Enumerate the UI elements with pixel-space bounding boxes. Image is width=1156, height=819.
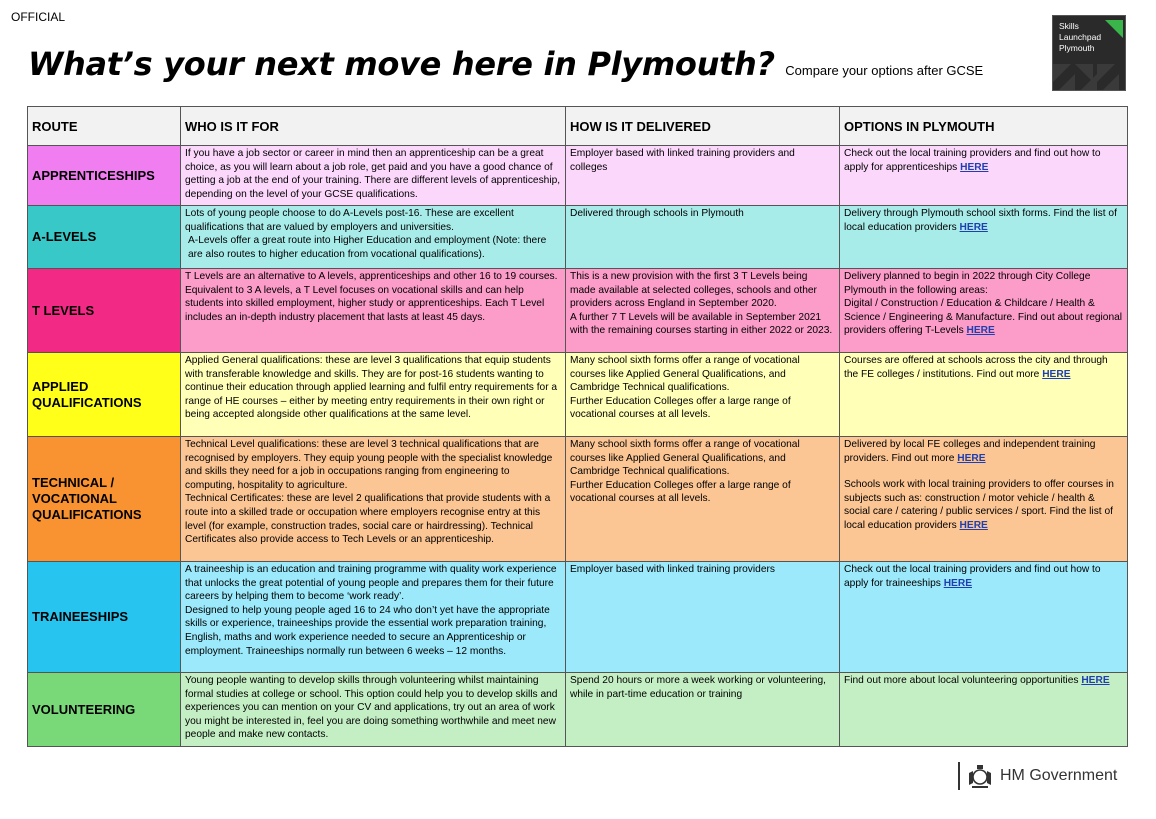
- who-text: A traineeship is an education and training programme with quality work experience that unlocks the great potential of young people and prepares them for their future careers by helping them to become ‘work ready’.: [185, 564, 557, 603]
- who-text: Lots of young people choose to do A-Levels post-16. These are excellent qualifications that are valued by employers and universities.: [185, 208, 514, 233]
- a-levels-here-link[interactable]: HERE: [959, 221, 988, 233]
- options-cell: [840, 562, 1128, 673]
- how-cell: Delivered through schools in Plymouth: [566, 206, 840, 269]
- options-text: Digital / Construction / Education & Childcare / Health & Science / Engineering & Manufacture. Find out about regional providers offering T-Levels: [844, 298, 1123, 337]
- route-cell: TECHNICAL / VOCATIONAL QUALIFICATIONS: [28, 437, 181, 562]
- how-text: Many school sixth forms offer a range of vocational courses like Applied General Qualifications, and Cambridge Technical qualifications.: [570, 355, 800, 394]
- skills-launchpad-logo: [1052, 15, 1126, 91]
- options-text: Check out the local training providers and find out how to apply for traineeships: [844, 564, 1101, 589]
- hm-government-text: HM Government: [1000, 767, 1118, 784]
- how-cell: Spend 20 hours or more a week working or volunteering, while in part-time education or training: [566, 673, 840, 747]
- who-cell: [181, 437, 566, 562]
- fe-colleges-here-link[interactable]: HERE: [957, 452, 986, 464]
- options-cell: [840, 146, 1128, 206]
- hm-government-logo: [958, 762, 1117, 790]
- row-apprenticeships: [28, 146, 1128, 206]
- options-cell: [840, 437, 1128, 562]
- who-text: A-Levels offer a great route into Higher Education and employment (Note: there are also routes to higher education from vocational qualifications).: [188, 235, 547, 260]
- route-cell: VOLUNTEERING: [28, 673, 181, 747]
- logo-text: [1059, 21, 1101, 54]
- row-a-levels: [28, 206, 1128, 269]
- apprenticeships-here-link[interactable]: HERE: [960, 161, 989, 173]
- row-traineeships: [28, 562, 1128, 673]
- column-header-options: OPTIONS IN PLYMOUTH: [840, 107, 1128, 146]
- options-text: Find out more about local volunteering opportunities: [844, 675, 1079, 686]
- security-marking: OFFICIAL: [11, 10, 66, 24]
- options-table: [27, 106, 1128, 747]
- t-levels-here-link[interactable]: HERE: [966, 325, 995, 337]
- column-header-how: HOW IS IT DELIVERED: [566, 107, 840, 146]
- how-text: Further Education Colleges offer a large range of vocational courses at all levels.: [570, 395, 791, 421]
- title-subtitle: Compare your options after GCSE: [785, 63, 984, 78]
- column-header-who: WHO IS IT FOR: [181, 107, 566, 146]
- route-cell: T LEVELS: [28, 269, 181, 353]
- route-cell: APPRENTICESHIPS: [28, 146, 181, 206]
- options-cell: [840, 673, 1128, 747]
- who-text: Technical Certificates: these are level 2 qualifications that provide students with a route into a skilled trade or occupation where employers recognise entry at this level (for example, construction trades, social care or hairdressing). Technical Certificates also provide access to Tech Levels or an apprenticeship.: [185, 493, 551, 546]
- options-text: Courses are offered at schools across the city and through the FE colleges / institutions. Find out more: [844, 355, 1108, 380]
- how-cell: [566, 353, 840, 437]
- options-text: Delivered by local FE colleges and independent training providers. Find out more: [844, 439, 1096, 464]
- how-text: This is a new provision with the first 3 T Levels being made available at selected colleges, schools and other providers across England in September 2020.: [570, 271, 817, 310]
- row-technical-vocational: [28, 437, 1128, 562]
- options-text: Delivery planned to begin in 2022 through City College Plymouth in the following areas:: [844, 271, 1091, 296]
- education-providers-here-link[interactable]: HERE: [959, 519, 988, 531]
- page-title: [28, 45, 983, 83]
- applied-here-link[interactable]: HERE: [1042, 368, 1071, 380]
- row-applied-qualifications: [28, 353, 1128, 437]
- how-text: Many school sixth forms offer a range of vocational courses like Applied General Qualifications, and Cambridge Technical qualifications.: [570, 439, 800, 478]
- how-cell: Employer based with linked training providers and colleges: [566, 146, 840, 206]
- logo-line: Plymouth: [1059, 43, 1095, 53]
- how-cell: [566, 437, 840, 562]
- logo-line: Skills: [1059, 21, 1079, 31]
- how-text: A further 7 T Levels will be available in September 2021 with the remaining courses starting in either 2022 or 2023.: [570, 311, 833, 337]
- royal-crest-icon: [966, 763, 994, 789]
- who-cell: T Levels are an alternative to A levels, apprenticeships and other 16 to 19 courses. Equivalent to 3 A levels, a T Level focuses on vocational skills and can help students into skilled employment, higher study or apprenticeships. Each T Level includes an in-depth industry placement that lasts at least 45 days.: [181, 269, 566, 353]
- route-cell: TRAINEESHIPS: [28, 562, 181, 673]
- options-cell: [840, 353, 1128, 437]
- row-volunteering: [28, 673, 1128, 747]
- traineeships-here-link[interactable]: HERE: [943, 577, 972, 589]
- title-main: What’s your next move here in Plymouth?: [28, 45, 775, 83]
- options-text: Check out the local training providers and find out how to apply for apprenticeships: [844, 148, 1101, 173]
- how-text: Further Education Colleges offer a large range of vocational courses at all levels.: [570, 479, 791, 505]
- column-header-route: ROUTE: [28, 107, 181, 146]
- options-text: Schools work with local training providers to offer courses in subjects such as: construction / motor vehicle / health & social care / catering / public services / sport. Find the list of local education providers: [844, 479, 1114, 531]
- who-cell: [181, 206, 566, 269]
- how-cell: Employer based with linked training providers: [566, 562, 840, 673]
- how-cell: [566, 269, 840, 353]
- route-cell: A-LEVELS: [28, 206, 181, 269]
- options-text: Delivery through Plymouth school sixth forms. Find the list of local education providers: [844, 208, 1117, 233]
- who-text: Designed to help young people aged 16 to 24 who don’t yet have the appropriate skills or experience, traineeships provide the essential work preparation training, English, maths and work experience needed to secure an Apprenticeship or employment. Traineeships normally run between 6 weeks – 12 months.: [185, 604, 550, 657]
- who-text: Technical Level qualifications: these are level 3 technical qualifications that are recognised by employers. They equip young people with the specialist knowledge and skills they need for a job in occupations ranging from engineering to computing, hospitality to agriculture.: [185, 439, 553, 491]
- who-cell: Young people wanting to develop skills through volunteering whilst maintaining formal studies at college or school. This option could help you to develop skills and experiences you can mention on your CV and applications, try out an area of work you might be interested in, feel you are doing something worthwhile and meet new people and make new contacts.: [181, 673, 566, 747]
- options-cell: [840, 269, 1128, 353]
- who-cell: If you have a job sector or career in mind then an apprenticeship can be a great choice, as you will learn about a job role, get paid and you have a good chance of getting a job at the end of your training. There are different levels of apprenticeship, depending on the level of your GCSE qualifications.: [181, 146, 566, 206]
- options-cell: [840, 206, 1128, 269]
- route-cell: APPLIED QUALIFICATIONS: [28, 353, 181, 437]
- logo-line: Launchpad: [1059, 32, 1102, 42]
- table-header-row: [28, 107, 1128, 146]
- logo-divider: [958, 762, 960, 790]
- volunteering-here-link[interactable]: HERE: [1081, 675, 1110, 686]
- row-t-levels: [28, 269, 1128, 353]
- who-cell: Applied General qualifications: these are level 3 qualifications that equip students with transferable knowledge and skills. They are for post-16 students wanting to continue their education through applied learning and fulfil entry requirements for a range of HE courses – either by meeting entry requirements in their own right or being accepted alongside other qualifications at the same level.: [181, 353, 566, 437]
- who-cell: [181, 562, 566, 673]
